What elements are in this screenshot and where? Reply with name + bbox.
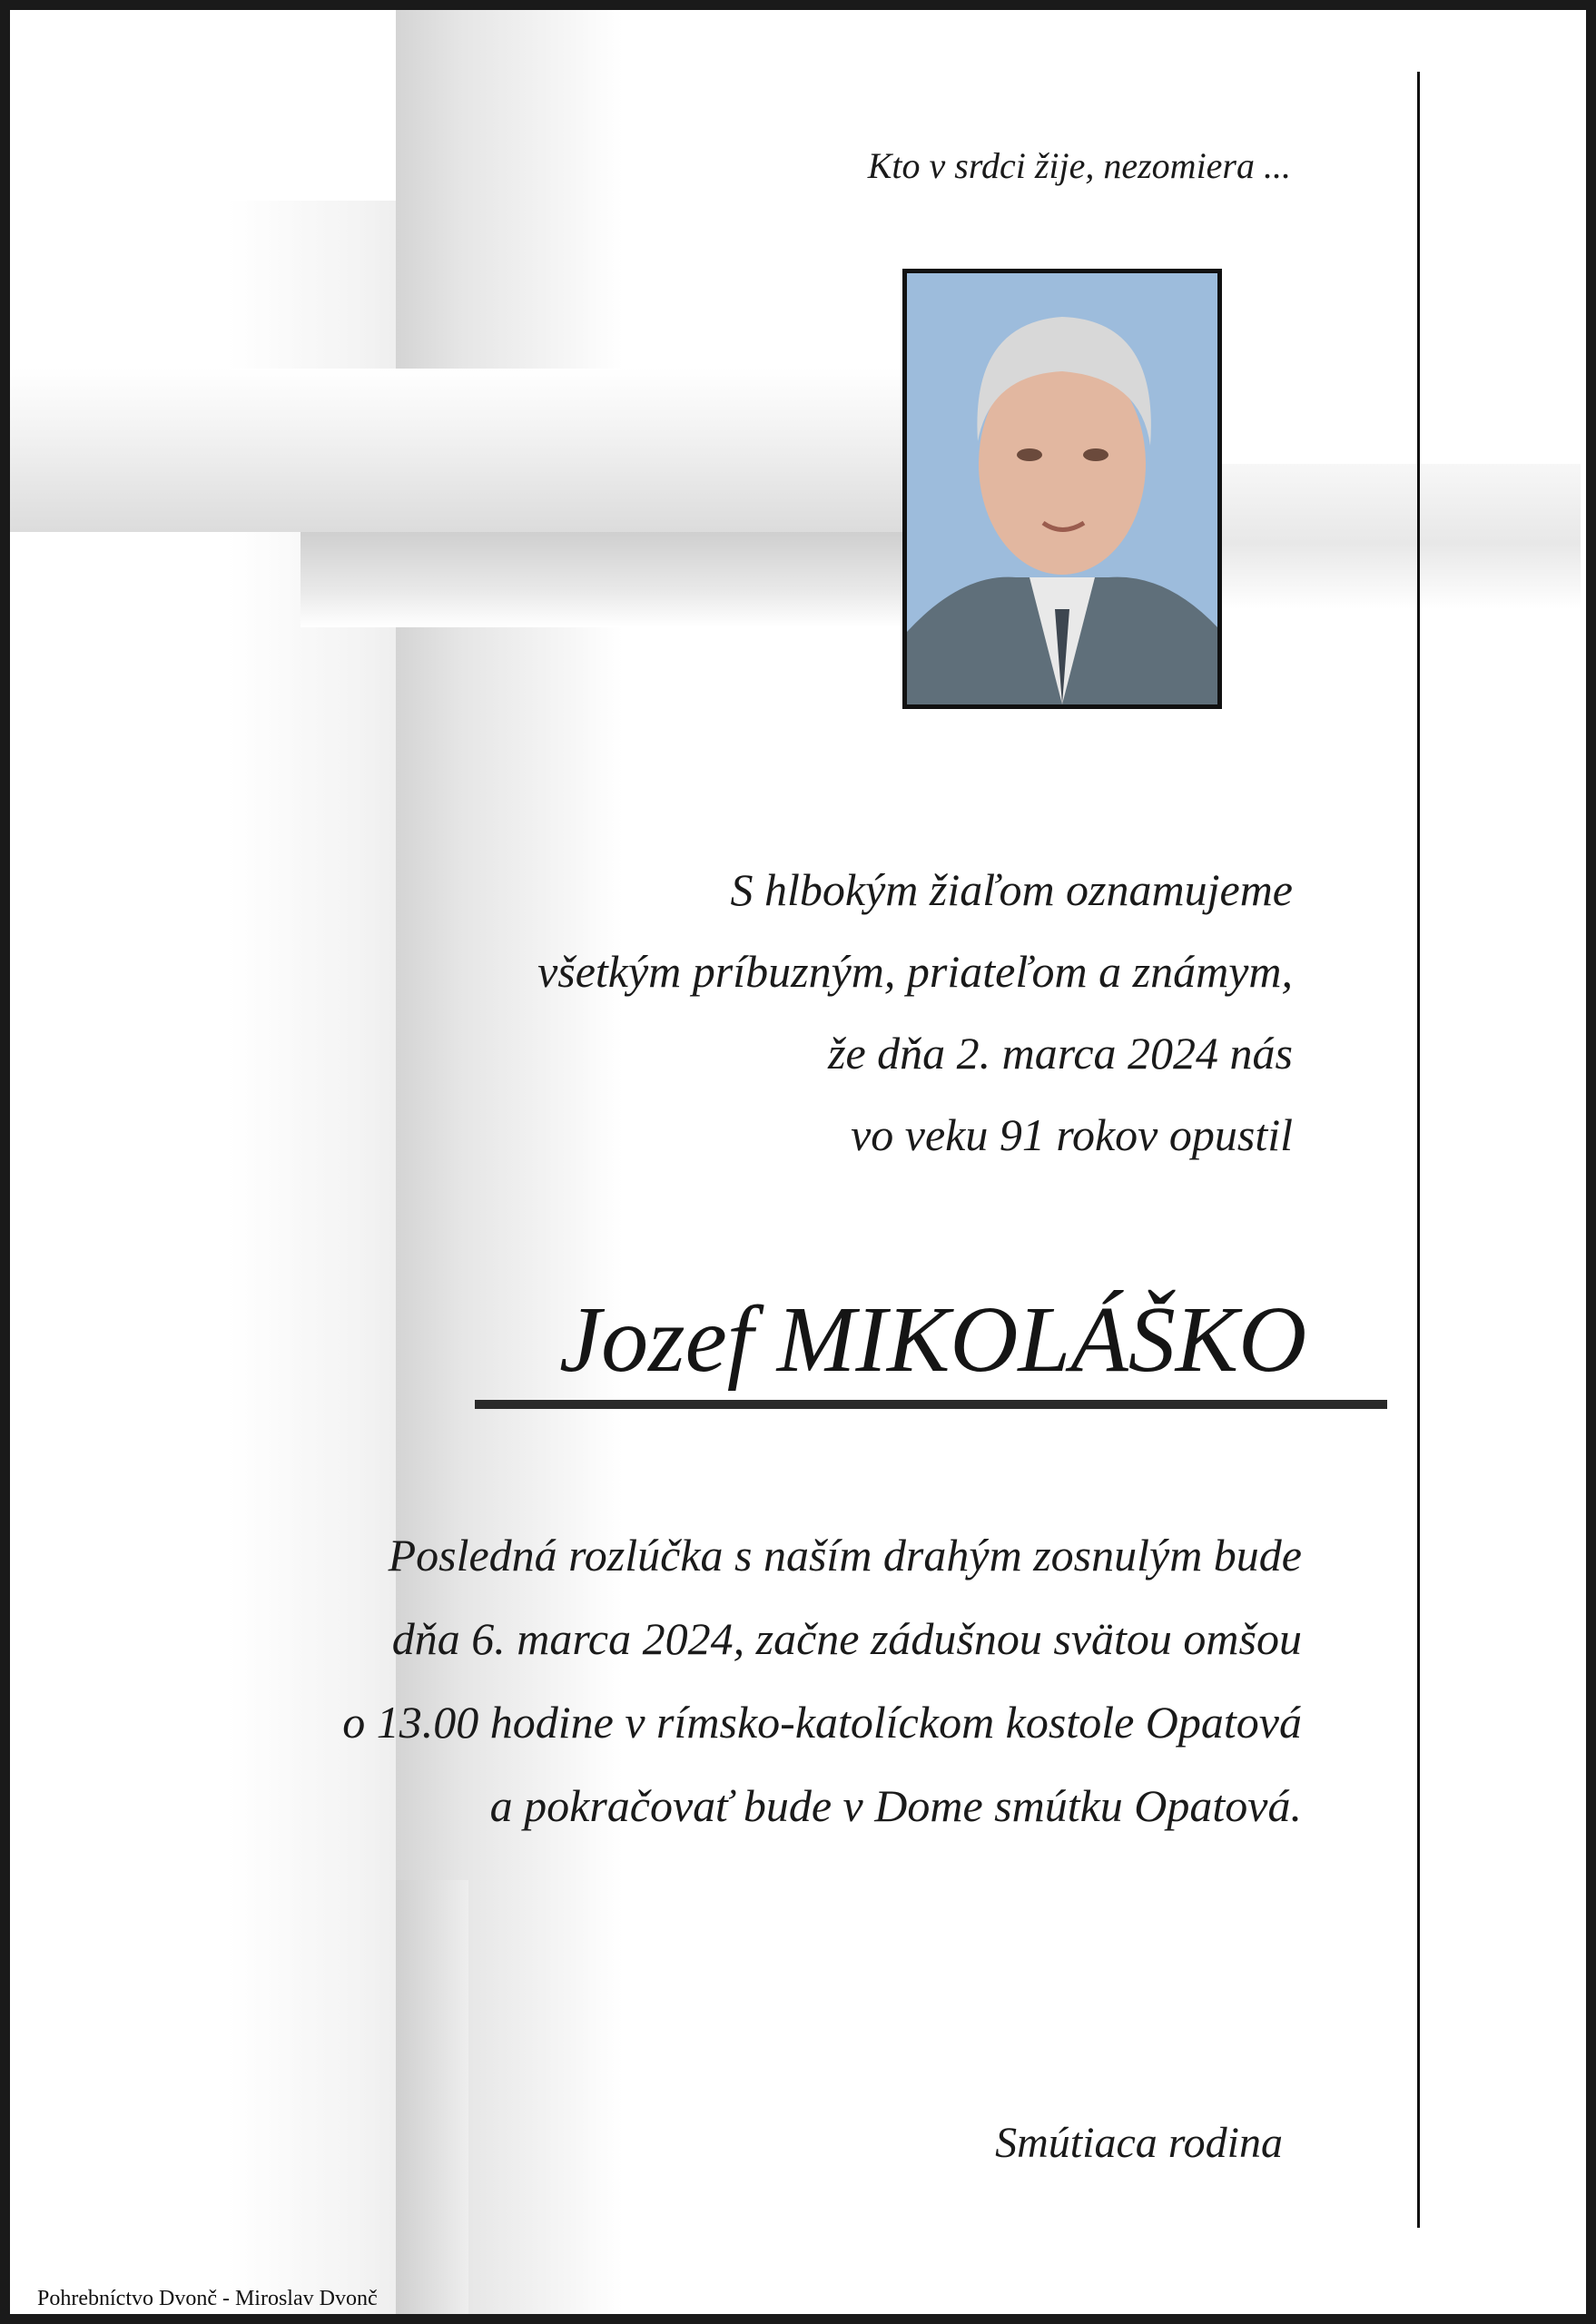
funeral-line-1: Posledná rozlúčka s naším drahým zosnulým bude <box>388 1530 1302 1581</box>
motto: Kto v srdci žije, nezomiera ... <box>867 145 1291 186</box>
signature: Smútiaca rodina <box>995 2119 1283 2167</box>
portrait-photo <box>902 269 1222 709</box>
cross-lower-decoration <box>396 1880 468 2324</box>
cross-horizontal-beam <box>10 369 918 532</box>
name-underline <box>475 1400 1387 1409</box>
funeral-line-3: o 13.00 hodine v rímsko-katolíckom kostole Opatová <box>342 1697 1302 1748</box>
funeral-line-2: dňa 6. marca 2024, začne zádušnou svätou omšou <box>391 1613 1302 1664</box>
vertical-divider <box>1417 72 1420 2228</box>
funeral-line-4: a pokračovať bude v Dome smútku Opatová. <box>489 1780 1302 1831</box>
portrait-illustration <box>907 273 1217 704</box>
undertaker-credit: Pohrebníctvo Dvonč - Miroslav Dvonč <box>37 2287 378 2310</box>
announcement-line-1: S hlbokým žiaľom oznamujeme <box>730 864 1293 915</box>
deceased-name: Jozef MIKOLÁŠKO <box>559 1287 1307 1392</box>
announcement-line-4: vo veku 91 rokov opustil <box>851 1109 1293 1160</box>
announcement-line-2: všetkým príbuzným, priateľom a známym, <box>537 946 1293 997</box>
cross-beam-shadow <box>300 532 918 627</box>
cross-right-arm <box>1208 464 1581 609</box>
announcement-line-3: že dňa 2. marca 2024 nás <box>827 1028 1293 1078</box>
